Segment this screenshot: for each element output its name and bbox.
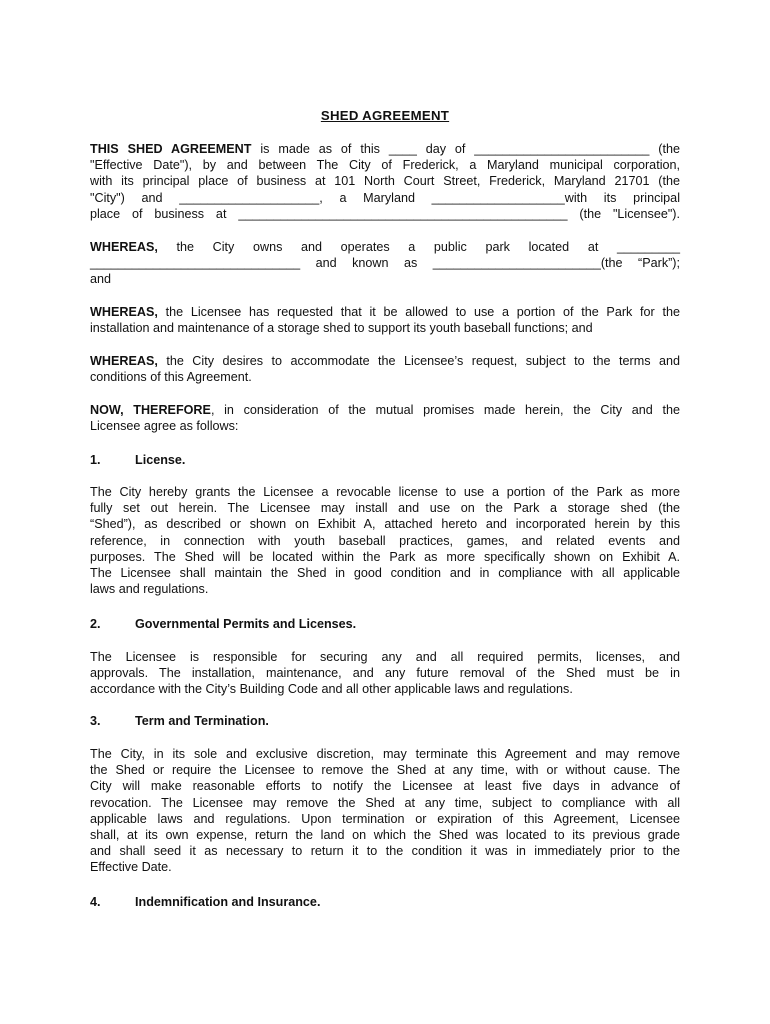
section-3-line: applicable laws and regulations. Upon termination or expiration of this Agreement, Licensee bbox=[90, 811, 680, 826]
whereas-park-bold: WHEREAS, bbox=[90, 240, 158, 254]
section-3-line: the Shed or require the Licensee to remove the Shed at any time, with or without cause. The bbox=[90, 763, 680, 778]
whereas-request-line-1 bbox=[90, 304, 680, 320]
section-1-line: laws and regulations. bbox=[90, 582, 209, 597]
now-therefore-line-1 bbox=[90, 402, 680, 418]
preamble-line-1-text: is made as of this ____ day of _________________________ (the bbox=[251, 142, 681, 156]
section-1-heading bbox=[90, 452, 680, 468]
section-1-body bbox=[90, 484, 680, 597]
section-3-line: The City, in its sole and exclusive discretion, may terminate this Agreement and may remove bbox=[90, 747, 680, 761]
section-2-line: The Licensee is responsible for securing any and all required permits, licenses, and bbox=[90, 650, 680, 664]
section-2-title: Governmental Permits and Licenses. bbox=[135, 617, 357, 631]
whereas-park-line-3: and bbox=[90, 272, 112, 287]
section-1-title: License. bbox=[135, 453, 186, 467]
preamble-paragraph bbox=[90, 141, 680, 222]
whereas-accommodate-bold: WHEREAS, bbox=[90, 354, 158, 368]
preamble-line-3: with its principal place of business at 101 North Court Street, Frederick, Maryland 21701 (the bbox=[90, 174, 680, 189]
section-1-line: The Licensee shall maintain the Shed in good condition and in compliance with all applicable bbox=[90, 566, 680, 581]
now-therefore-paragraph bbox=[90, 402, 680, 434]
section-1-line: purposes. The Shed will be located within the Park as more specifically shown on Exhibit A. bbox=[90, 549, 680, 564]
section-3-title: Term and Termination. bbox=[135, 714, 269, 728]
section-2-number: 2. bbox=[90, 617, 101, 631]
whereas-request-line-1-text: the Licensee has requested that it be allowed to use a portion of the Park for the bbox=[157, 305, 680, 319]
whereas-park-paragraph bbox=[90, 239, 680, 288]
whereas-request-bold: WHEREAS, bbox=[90, 305, 158, 319]
now-therefore-bold: NOW, THEREFORE bbox=[90, 403, 211, 417]
preamble-line-2: "Effective Date"), by and between The City of Frederick, a Maryland municipal corporation, bbox=[90, 158, 680, 173]
whereas-accommodate-line-1-text: the City desires to accommodate the Licensee’s request, subject to the terms and bbox=[157, 354, 680, 368]
whereas-request-paragraph bbox=[90, 304, 680, 336]
section-2-heading bbox=[90, 616, 680, 632]
section-3-line: revocation. The Licensee may remove the Shed at any time, subject to compliance with all bbox=[90, 795, 680, 810]
section-3-line: shall, at its own expense, return the land on which the Shed was located to its previous grade bbox=[90, 828, 680, 843]
whereas-accommodate-paragraph bbox=[90, 353, 680, 385]
section-3-line: and shall seed it as necessary to return it to the condition it was in immediately prior to the bbox=[90, 844, 680, 859]
whereas-park-line-1 bbox=[90, 239, 680, 255]
whereas-request-line-2: installation and maintenance of a storage shed to support its youth baseball functions; and bbox=[90, 321, 593, 336]
section-3-heading bbox=[90, 713, 680, 729]
section-4-heading bbox=[90, 894, 680, 910]
section-1-line: The City hereby grants the Licensee a revocable license to use a portion of the Park as more bbox=[90, 485, 680, 499]
whereas-park-line-2: ______________________________ and known as ________________________(the “Park”); bbox=[90, 256, 680, 271]
preamble-line-4: "City") and ____________________, a Maryland ___________________with its principal bbox=[90, 190, 680, 205]
whereas-accommodate-line-2: conditions of this Agreement. bbox=[90, 370, 252, 385]
section-3-number: 3. bbox=[90, 714, 101, 728]
now-therefore-line-1-text: , in consideration of the mutual promises made herein, the City and the bbox=[210, 403, 680, 417]
section-2-body bbox=[90, 649, 680, 698]
whereas-accommodate-line-1 bbox=[90, 353, 680, 369]
section-4-title: Indemnification and Insurance. bbox=[135, 895, 321, 909]
section-1-line: reference, in connection with youth baseball practices, games, and related events and bbox=[90, 533, 680, 548]
now-therefore-line-2: Licensee agree as follows: bbox=[90, 419, 239, 434]
section-2-line: approvals. The installation, maintenance, and any future removal of the Shed must be in bbox=[90, 666, 680, 681]
document-title: SHED AGREEMENT bbox=[320, 108, 450, 123]
preamble-line-5: place of business at _______________________________________________ (the "Licensee"). bbox=[90, 206, 680, 221]
section-1-line: “Shed”), as described or shown on Exhibit A, attached hereto and incorporated herein by this bbox=[90, 517, 680, 532]
section-1-line: fully set out herein. The Licensee may install and use on the Park a storage shed (the bbox=[90, 501, 680, 516]
preamble-line-1 bbox=[90, 141, 680, 157]
section-1-number: 1. bbox=[90, 453, 101, 467]
section-3-body bbox=[90, 746, 680, 876]
section-4-number: 4. bbox=[90, 895, 101, 909]
section-3-line: City will make reasonable efforts to notify the Licensee at least five days in advance of bbox=[90, 779, 680, 794]
preamble-bold-lead: THIS SHED AGREEMENT bbox=[90, 142, 252, 156]
section-2-line: accordance with the City’s Building Code and all other applicable laws and regulations. bbox=[90, 682, 573, 697]
section-3-line: Effective Date. bbox=[90, 860, 172, 875]
whereas-park-line-1-text: the City owns and operates a public park located at _________ bbox=[157, 240, 680, 254]
